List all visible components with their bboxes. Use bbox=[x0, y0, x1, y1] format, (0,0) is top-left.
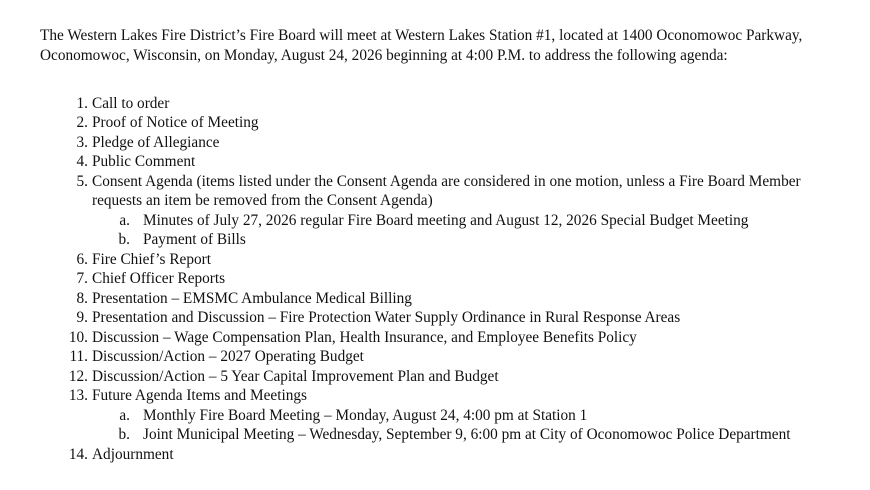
agenda-item-text: Chief Officer Reports bbox=[92, 270, 226, 287]
agenda-item-number: 10. bbox=[68, 328, 88, 346]
agenda-item-number: 6. bbox=[76, 250, 88, 268]
agenda-item bbox=[40, 386, 850, 445]
agenda-item-text: Adjournment bbox=[92, 445, 174, 463]
agenda-item bbox=[40, 94, 850, 114]
agenda-item-text: Future Agenda Items and Meetings bbox=[92, 387, 307, 404]
agenda-item-number: 5. bbox=[76, 172, 88, 190]
agenda-item-number: 13. bbox=[68, 387, 88, 404]
agenda-item bbox=[40, 113, 850, 133]
agenda-item-text: Discussion/Action – 2027 Operating Budget bbox=[92, 348, 364, 365]
agenda-subitem-list bbox=[92, 211, 850, 250]
agenda-item-text: Call to order bbox=[92, 94, 170, 112]
agenda-item-number: 1. bbox=[76, 94, 88, 112]
agenda-item-text: Proof of Notice of Meeting bbox=[92, 114, 259, 131]
agenda-item-text: Discussion – Wage Compensation Plan, Health Insurance, and Employee Benefits Policy bbox=[92, 328, 637, 346]
agenda-item-number: 12. bbox=[68, 367, 88, 385]
agenda-item bbox=[40, 269, 850, 289]
agenda-item bbox=[40, 289, 850, 309]
agenda-item-text: Presentation and Discussion – Fire Protection Water Supply Ordinance in Rural Response Areas bbox=[92, 309, 681, 326]
agenda-item bbox=[40, 172, 850, 250]
agenda-subitem bbox=[92, 425, 850, 445]
agenda-item bbox=[40, 133, 850, 153]
agenda-list bbox=[40, 94, 850, 465]
agenda-item bbox=[40, 367, 850, 387]
agenda-subitem-letter: b. bbox=[118, 231, 130, 248]
agenda-subitem bbox=[92, 211, 850, 231]
agenda-item-number: 3. bbox=[76, 133, 88, 151]
agenda-subitem bbox=[92, 406, 850, 426]
agenda-item-text: Consent Agenda (items listed under the Consent Agenda are considered in one motion, unless a Fire Board Member requests an item be removed from the Consent Agenda) bbox=[92, 172, 801, 209]
agenda-item bbox=[40, 308, 850, 328]
agenda-item-text: Presentation – EMSMC Ambulance Medical Billing bbox=[92, 289, 412, 307]
agenda-item bbox=[40, 250, 850, 270]
agenda-item-text: Pledge of Allegiance bbox=[92, 133, 220, 151]
agenda-subitem-text: Joint Municipal Meeting – Wednesday, September 9, 6:00 pm at City of Oconomowoc Police Department bbox=[143, 426, 791, 443]
agenda-item-number: 2. bbox=[76, 114, 88, 131]
agenda-item-number: 7. bbox=[76, 270, 88, 287]
agenda-item bbox=[40, 445, 850, 465]
agenda-subitem bbox=[92, 230, 850, 250]
agenda-item-text: Public Comment bbox=[92, 153, 196, 170]
agenda-subitem-text: Monthly Fire Board Meeting – Monday, August 24, 4:00 pm at Station 1 bbox=[143, 406, 588, 424]
meeting-notice-intro: The Western Lakes Fire District’s Fire Board will meet at Western Lakes Station #1, located at 1400 Oconomowoc Parkway, Oconomowoc, Wisconsin, on Monday, August 24, 2026 beginning at 4:00 P.M. to address the following agenda: bbox=[40, 27, 803, 64]
agenda-subitem-letter: a. bbox=[119, 406, 130, 424]
agenda-subitem-letter: b. bbox=[118, 426, 130, 443]
agenda-item-text: Discussion/Action – 5 Year Capital Improvement Plan and Budget bbox=[92, 367, 499, 385]
agenda-subitem-text: Minutes of July 27, 2026 regular Fire Board meeting and August 12, 2026 Special Budget Meeting bbox=[143, 211, 749, 229]
agenda-subitem-text: Payment of Bills bbox=[143, 231, 246, 248]
agenda-item bbox=[40, 347, 850, 367]
agenda-item-number: 8. bbox=[76, 289, 88, 307]
agenda-item-number: 9. bbox=[76, 309, 88, 326]
agenda-item-number: 14. bbox=[68, 445, 88, 463]
agenda-item-text: Fire Chief’s Report bbox=[92, 250, 211, 268]
agenda-item bbox=[40, 328, 850, 348]
agenda-item bbox=[40, 152, 850, 172]
agenda-subitem-letter: a. bbox=[119, 211, 130, 229]
agenda-item-number: 4. bbox=[76, 153, 88, 170]
agenda-item-number: 11. bbox=[69, 348, 88, 365]
agenda-subitem-list bbox=[92, 406, 850, 445]
